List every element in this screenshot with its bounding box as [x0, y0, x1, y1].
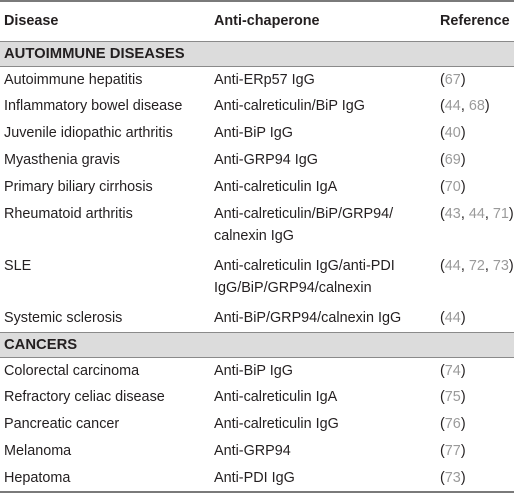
reference-link[interactable]: 77	[444, 443, 461, 459]
reference-cell: (67)	[440, 71, 466, 88]
anti-chaperone-cell: Anti-GRP94 IgG	[214, 152, 318, 168]
disease-cell: Hepatoma	[0, 465, 210, 492]
reference-link[interactable]: 40	[444, 125, 461, 141]
disease-cell: Pancreatic cancer	[4, 416, 120, 432]
anti-chaperone-cell: Anti-calreticulin IgA	[214, 389, 338, 405]
disease-cell: Autoimmune hepatitis	[4, 71, 143, 88]
reference-link[interactable]: 73	[492, 258, 509, 274]
table-row	[0, 66, 514, 93]
column-header-reference: Reference	[436, 1, 514, 41]
table-row	[0, 305, 514, 332]
disease-cell: Melanoma	[4, 443, 72, 459]
reference-cell: (74)	[440, 362, 466, 379]
anti-chaperone-cell: Anti-calreticulin IgG/anti-PDI IgG/BiP/GRP94/calnexin	[214, 258, 395, 296]
reference-link[interactable]: 74	[444, 362, 461, 379]
reference-cell: (69)	[440, 152, 466, 168]
anti-chaperone-cell: Anti-ERp57 IgG	[214, 71, 315, 88]
reference-cell: (44)	[440, 310, 466, 326]
reference-link[interactable]: 76	[444, 416, 461, 432]
reference-cell: (44, 68)	[440, 98, 490, 114]
reference-link[interactable]: 44	[444, 258, 461, 274]
reference-cell: (70)	[440, 179, 466, 195]
reference-cell: (43, 44, 71)	[440, 206, 514, 222]
disease-cell: Juvenile idiopathic arthritis	[4, 125, 173, 141]
table-row	[0, 438, 514, 465]
anti-chaperone-cell: Anti-BiP/GRP94/calnexin IgG	[214, 310, 402, 326]
reference-cell: (75)	[440, 389, 466, 405]
disease-cell: Myasthenia gravis	[4, 152, 120, 168]
section-header-row	[0, 332, 514, 357]
table-row	[0, 411, 514, 438]
reference-link[interactable]: 44	[444, 310, 461, 326]
reference-link[interactable]: 72	[468, 258, 485, 274]
reference-link[interactable]: 67	[444, 71, 461, 88]
anti-chaperone-cell: Anti-GRP94	[214, 443, 291, 459]
anti-chaperone-cell: Anti-BiP IgG	[214, 362, 293, 379]
anti-chaperone-cell: Anti-calreticulin IgG	[214, 416, 339, 432]
table-body	[0, 41, 514, 492]
column-header-disease: Disease	[0, 1, 210, 41]
anti-chaperone-cell: Anti-calreticulin/BiP/GRP94/ calnexin IgG	[214, 206, 394, 244]
reference-cell: (44, 72, 73)	[440, 258, 514, 274]
section-header-row	[0, 41, 514, 66]
table-row	[0, 147, 514, 174]
disease-cell: Primary biliary cirrhosis	[4, 179, 153, 195]
reference-link[interactable]: 44	[468, 206, 485, 222]
table-row	[0, 384, 514, 411]
reference-link[interactable]: 70	[444, 179, 461, 195]
reference-cell: (73)	[436, 465, 514, 492]
table-row	[0, 120, 514, 147]
reference-cell: (76)	[440, 416, 466, 432]
disease-cell: Refractory celiac disease	[4, 389, 165, 405]
table-row	[0, 465, 514, 492]
disease-cell: Colorectal carcinoma	[4, 362, 140, 379]
table-row	[0, 93, 514, 120]
table-row	[0, 253, 514, 305]
section-title: CANCERS	[0, 332, 514, 357]
reference-link[interactable]: 73	[444, 470, 461, 486]
disease-cell: Inflammatory bowel disease	[4, 98, 183, 114]
reference-link[interactable]: 69	[444, 152, 461, 168]
table-row	[0, 357, 514, 384]
anti-chaperone-cell: Anti-BiP IgG	[214, 125, 293, 141]
table-header	[0, 1, 514, 41]
reference-link[interactable]: 71	[492, 206, 509, 222]
reference-link[interactable]: 43	[444, 206, 461, 222]
header-row	[0, 1, 514, 41]
disease-cell: SLE	[4, 258, 32, 274]
anti-chaperone-cell: Anti-calreticulin/BiP IgG	[214, 98, 365, 114]
anti-chaperone-cell: Anti-calreticulin IgA	[214, 179, 338, 195]
column-header-anti-chaperone: Anti-chaperone	[210, 1, 436, 41]
table-row	[0, 201, 514, 253]
reference-link[interactable]: 75	[444, 389, 461, 405]
reference-link[interactable]: 44	[444, 98, 461, 114]
disease-cell: Systemic sclerosis	[4, 310, 123, 326]
section-title: AUTOIMMUNE DISEASES	[0, 41, 514, 66]
anti-chaperone-cell: Anti-PDI IgG	[210, 465, 436, 492]
reference-link[interactable]: 68	[468, 98, 485, 114]
disease-cell: Rheumatoid arthritis	[4, 206, 133, 222]
reference-cell: (40)	[440, 125, 466, 141]
reference-cell: (77)	[440, 443, 466, 459]
table-row	[0, 174, 514, 201]
